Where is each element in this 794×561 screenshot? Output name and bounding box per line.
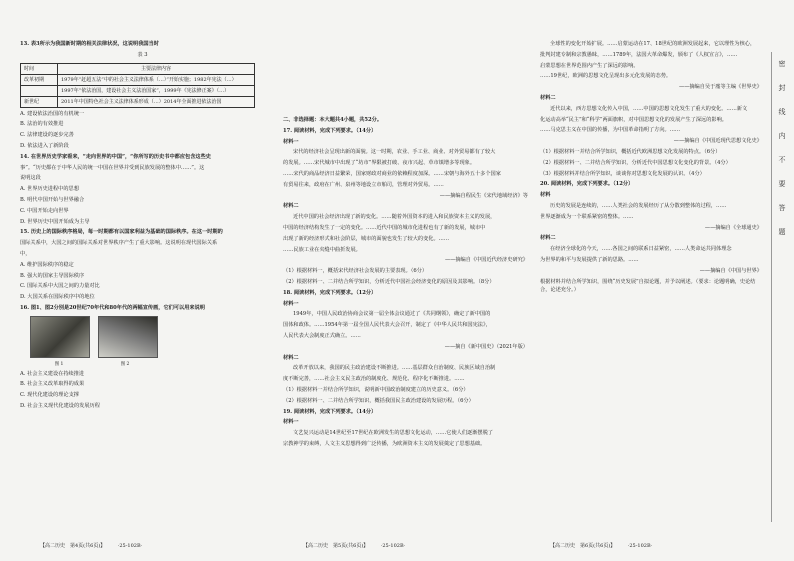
q16-images [30, 316, 265, 358]
propaganda-poster-image [98, 316, 158, 358]
image-caption: 图 1 [54, 361, 64, 367]
question-requirement: （2）根据材料一、二并结合所学知识，分析近代中国社会经济变化的原因及其影响。（8分） [283, 278, 495, 285]
table-cell: 1979年“赶超五法”中的社会主义法律体系（…）”开始实施；1982年宪法（…） [58, 74, 255, 85]
material-source: ——摘编自程民生《宋代地域经济》等 [439, 192, 528, 199]
material-line: 出现了新的经济形式和社会阶层，城市的面貌也发生了较大的变化。…… [283, 235, 450, 242]
material-label: 材料一 [283, 138, 299, 145]
table-cell: 2011年中国特色社会主义法律体系形成（…）2014年全面推进依法治国 [58, 96, 255, 107]
material-label: 材料二 [283, 203, 299, 210]
binding-char: 答 [778, 204, 786, 212]
image-caption: 图 2 [120, 361, 130, 367]
q16-option: C. 现代化建设的理论支撑 [20, 392, 79, 399]
table-header-cell: 主要法律内容 [58, 63, 255, 74]
q17-stem: 17. 阅读材料，完成下列要求。（14分） [283, 127, 377, 134]
material-label: 材料二 [540, 235, 556, 242]
question-requirement: （2）根据材料一、二并结合所学知识，分析近代中国思想文化变化的背景。（4分） [540, 159, 731, 166]
q19-stem: 19. 阅读材料，完成下列要求。（14分） [283, 408, 377, 415]
material-label: 材料一 [283, 419, 299, 426]
image-captions [30, 360, 265, 370]
q15-option: B. 强大的国家主导国际秩序 [20, 272, 85, 279]
column-right [540, 40, 762, 295]
table-title: 表 3 [137, 51, 148, 58]
material-line: 为世界的和平与发展提供了新的思路。…… [540, 256, 639, 263]
q13-option: B. 法治的有效推进 [20, 121, 64, 128]
q14-option: A. 世界历史进程中的思想 [20, 186, 79, 193]
material-line: ……马克思主义在中国的传播，为中国革命指明了方向。…… [540, 127, 681, 134]
q16-option: B. 社会主义改革取得的成果 [20, 381, 85, 388]
material-line: ……19世纪，欧洲的思想文化呈现出多元化发展的态势。 [540, 73, 672, 80]
binding-char: 密 [778, 60, 786, 68]
q15-line: 国际关系中，大国之间的国际关系对世界秩序产生了重大影响。这说明在现代国际关系 [20, 240, 218, 247]
page-right [540, 0, 765, 561]
q14-option: B. 明代中国开始与世界融合 [20, 196, 85, 203]
q15-option: C. 国际关系中大国之间的力量对比 [20, 283, 100, 290]
page-footer: 【高二历史 第4页(共6页)】 ·25-102B· [40, 543, 143, 549]
material-source: ——摘编自《中国近代经济史研究》 [444, 257, 528, 264]
material-line: 历史的发展是连续的，……人类社会的发展经历了从分散到整体的过程，…… [550, 202, 727, 209]
q14-option: D. 世界历史中国开始成为主导 [20, 218, 90, 225]
q18-stem: 18. 阅读材料，完成下列要求。（12分） [283, 289, 377, 296]
question-requirement: （2）根据材料一、二并结合所学知识，概括我国民主政治建设的发展历程。（6分） [283, 397, 474, 404]
q14-line: 说明这段 [20, 175, 41, 182]
q20-stem: 20. 阅读材料，完成下列要求。（12分） [540, 181, 634, 188]
material-label: 材料 [540, 192, 551, 199]
binding-char: 线 [778, 108, 786, 116]
column-middle [283, 116, 528, 451]
q16-option: A. 社会主义建设在持续推进 [20, 370, 85, 377]
material-line: ……宋代的商品经济日益繁荣，国家财政对商业的依赖程度加深。……宋朝与海外五十多个国家 [283, 170, 501, 177]
binding-char: 要 [778, 180, 786, 188]
material-line: 批判封建专制和宗教愚昧，……1789年，法国大革命爆发，颁布了《人权宣言》，…… [540, 51, 738, 58]
material-line: 全球性的变化开始扩展。……启蒙运动在17、18世纪的欧洲发展起来，它以理性为核心， [550, 41, 756, 47]
question-requirement: （1）根据材料一并结合所学知识，说明新中国政治制度建立的历史意义。（6分） [283, 386, 469, 393]
question-requirement: （1）根据材料一并结合所学知识，概括近代欧洲思想文化发展的特点。（6分） [540, 148, 721, 155]
table-cell: 1997年“依法治国，建设社会主义法治国家”，1999年《宪法修正案》（…） [58, 85, 255, 96]
q13-option: C. 法律建设的逐步完善 [20, 132, 74, 139]
law-table [20, 63, 255, 108]
material-source: ——摘自《新中国史》（2021年版） [444, 343, 528, 350]
question-requirement: （1）根据材料一，概括宋代经济社会发展的主要表现。（6分） [283, 268, 428, 275]
question-requirement: （3）根据材料并结合所学知识，谈谈你对思想文化发展的认识。（4分） [540, 170, 705, 177]
table-cell: 新世纪 [21, 96, 58, 107]
material-line: 度不断完善，……社会主义民主政治的制度化、规范化、程序化不断推进。…… [283, 376, 465, 383]
material-line: 化运动高举“民主”和“科学”两面旗帜，对中国思想文化的发展产生了深远的影响。 [540, 116, 727, 123]
material-line: 1949年，中国人民政治协商会议第一届全体会议通过了《共同纲领》，确定了新中国的 [293, 311, 491, 318]
question-requirement: 根据材料并结合所学知识，围绕“历史发展”自拟论题，并予以阐述。（要求：论题明确，史论结合，论述充分。） [540, 278, 756, 293]
table-cell: 改革初期 [21, 74, 58, 85]
material-line: 近代以来，西方思想文化传入中国，……中国的思想文化发生了重大的变化。……新文 [550, 105, 748, 112]
q16-option: D. 社会主义现代化建设的发展历程 [20, 402, 100, 409]
page-footer: 【高二历史 第6页(共6页)】 ·25-102B· [550, 543, 653, 549]
binding-char: 内 [778, 132, 786, 140]
column-left [20, 40, 265, 413]
material-line: 中国的经济结构发生了一定的变化。……近代中国的城市化进程也有了新的发展，城市中 [283, 224, 486, 231]
table-cell [21, 85, 58, 96]
q14-line: 14. 在世界历史学家看来，“走向世界的中国”，“你所写的历史书中都应包含这些史 [20, 153, 211, 160]
q16-stem: 16. 图1、图2分别是20世纪70年代和80年代的两幅宣传画，它们可以用来说明 [20, 304, 205, 311]
material-line: 近代中国的社会经济出现了新的变化。……随着外国资本的进入和民族资本主义的发展， [293, 214, 496, 221]
q13-option: A. 建设依法治国的有机统一 [20, 110, 85, 117]
q15-line: 中， [20, 250, 31, 257]
material-source: ——摘编自吴于廑等主编《世界史》 [678, 84, 762, 91]
q13-option: D. 依法进入了新阶段 [20, 142, 69, 149]
material-line: 在经济全球化的今天，……各国之间的联系日益紧密，……人类命运共同体理念 [550, 246, 732, 253]
material-label: 材料二 [540, 94, 556, 101]
q15-option: D. 大国关系在国际秩序中的地位 [20, 294, 95, 301]
material-line: 宗教神学的束缚，人文主义思想得到广泛传播，为欧洲资本主义的发展奠定了思想基础。 [283, 440, 486, 447]
q15-line: 15. 历史上的国际秩序格局，每一时期都有以国家利益为基础的国际秩序。在这一时期的 [20, 229, 223, 236]
page-left [20, 0, 265, 561]
q13-stem: 13. 表3所示为我国新时期的相关法律状况，这说明我国当时 [20, 41, 159, 47]
material-source: ——摘编自《全球通史》 [704, 224, 762, 231]
material-line: 人民代表大会制度正式确立。…… [283, 332, 361, 339]
table-row [21, 96, 255, 107]
q14-line: 事”。“历史都在于中华人民的统一中国在世界并受到民族发展的整体中……”。这 [20, 164, 205, 171]
table-row [21, 74, 255, 85]
material-line: 文艺复兴运动是14世纪至17世纪在欧洲发生的思想文化运动，……它使人们逐渐摆脱了 [293, 430, 493, 437]
page-footer: 【高二历史 第5页(共6页)】 ·25-102B· [303, 543, 406, 549]
material-line: 的发展。……宋代城市中出现了“坊市”界限被打破、夜市兴起、草市镇增多等现象。 [283, 160, 476, 167]
propaganda-poster-image [30, 316, 90, 358]
binding-char: 封 [778, 84, 786, 92]
binding-margin [771, 52, 792, 522]
page-middle [283, 0, 528, 561]
material-label: 材料二 [283, 354, 299, 361]
material-line: 世界逐渐成为一个联系紧密的整体。…… [540, 213, 634, 220]
table-header-row [21, 63, 255, 74]
q14-option: C. 中国开始走向世界 [20, 207, 69, 214]
table-header-cell: 时间 [21, 63, 58, 74]
material-line: 改革开放以来，我国的民主政治建设不断推进。……基层群众自治制度、民族区域自治制 [293, 365, 496, 372]
table-row [21, 85, 255, 96]
binding-char: 题 [778, 228, 786, 236]
section-title: 二、非选择题：本大题共4小题，共52分。 [283, 117, 383, 123]
material-source: ——摘编自《中国近现代思想文化史》 [673, 138, 762, 145]
material-source: ——摘编自《中国与世界》 [699, 267, 762, 274]
material-line: 宋代的经济社会呈现出新的面貌。这一时期，农业、手工业、商业、对外贸易都有了较大 [293, 149, 496, 156]
material-line: 启蒙思想在世界范围内产生了深远的影响。 [540, 62, 639, 69]
binding-char: 不 [778, 156, 786, 164]
q15-option: A. 维护国际秩序的稳定 [20, 261, 74, 268]
material-label: 材料一 [283, 300, 299, 307]
material-line: ……民族工业在夹缝中曲折发展。 [283, 246, 361, 253]
material-line: 有贸易往来，政府在广州、泉州等地设立市舶司，管理对外贸易。…… [283, 181, 444, 188]
material-line: 国体和政体。……1954年第一届全国人民代表大会召开，制定了《中华人民共和国宪法》， [283, 322, 491, 329]
